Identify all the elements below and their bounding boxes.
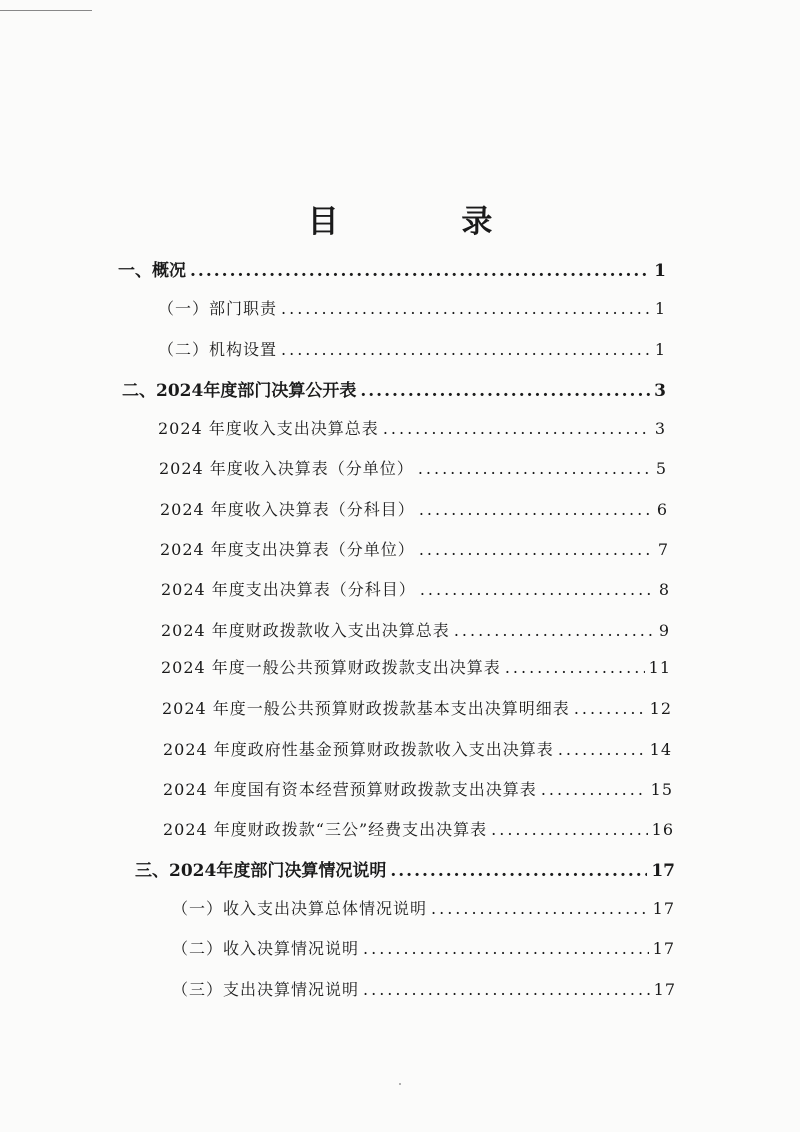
toc-page-number: 15 xyxy=(650,780,673,799)
toc-entry-overview[interactable] xyxy=(118,256,666,281)
toc-page-number: 17 xyxy=(652,939,675,958)
toc-leader-dots xyxy=(281,340,651,359)
toc-entry-label: 2024 年度支出决算表（分单位） xyxy=(160,540,415,559)
toc-entry-table[interactable] xyxy=(160,497,668,520)
toc-leader-dots xyxy=(505,658,645,677)
toc-page-number: 17 xyxy=(652,899,675,918)
toc-entry-table[interactable] xyxy=(161,577,670,600)
toc-leader-dots xyxy=(190,261,650,281)
toc-entry-overall[interactable] xyxy=(172,896,675,919)
toc-page-number: 5 xyxy=(655,459,667,478)
scan-speck xyxy=(399,1083,401,1085)
toc-entry-public-tables[interactable] xyxy=(122,376,666,401)
toc-entry-label: 2024 年度收入决算表（分单位） xyxy=(159,459,414,478)
toc-leader-dots xyxy=(491,820,647,839)
toc-leader-dots xyxy=(454,621,655,640)
toc-page-number: 7 xyxy=(657,540,669,559)
toc-entry-label: 2024 年度一般公共预算财政拨款基本支出决算明细表 xyxy=(162,699,570,718)
toc-entry-table[interactable] xyxy=(161,655,671,678)
toc-page-number: 3 xyxy=(654,419,666,438)
toc-entry-label: （一）部门职责 xyxy=(158,299,278,318)
toc-entry-table[interactable] xyxy=(162,696,672,719)
toc-leader-dots xyxy=(420,580,655,599)
toc-entry-table[interactable] xyxy=(163,817,674,840)
toc-leader-dots xyxy=(363,939,649,958)
toc-leader-dots xyxy=(418,459,652,478)
toc-leader-dots xyxy=(383,419,651,438)
toc-entry-label: 2024 年度一般公共预算财政拨款支出决算表 xyxy=(161,658,501,677)
toc-leader-dots xyxy=(281,299,651,318)
toc-leader-dots xyxy=(419,500,653,519)
toc-page-number: 3 xyxy=(654,381,666,401)
toc-entry-label: 一、概况 xyxy=(118,261,186,281)
toc-entry-table[interactable] xyxy=(161,618,670,641)
toc-page-number: 12 xyxy=(649,699,672,718)
toc-entry-table[interactable] xyxy=(158,416,666,439)
toc-leader-dots xyxy=(419,540,654,559)
scan-edge-line xyxy=(0,10,92,11)
toc-entry-label: 三、2024年度部门决算情况说明 xyxy=(135,861,387,881)
toc-entry-label: 2024 年度收入支出决算总表 xyxy=(158,419,379,438)
toc-leader-dots xyxy=(574,699,646,718)
toc-entry-label: （二）机构设置 xyxy=(158,340,278,359)
toc-entry-label: 2024 年度财政拨款“三公”经费支出决算表 xyxy=(163,820,488,839)
toc-page-number: 1 xyxy=(654,340,666,359)
toc-page-number: 17 xyxy=(653,980,676,999)
toc-entry-label: 2024 年度支出决算表（分科目） xyxy=(161,580,416,599)
toc-page-number: 11 xyxy=(648,658,671,677)
toc-entry-explanation[interactable] xyxy=(135,856,675,881)
toc-leader-dots xyxy=(363,980,650,999)
toc-entry-duties[interactable] xyxy=(158,296,666,319)
toc-entry-label: 2024 年度政府性基金预算财政拨款收入支出决算表 xyxy=(163,740,554,759)
toc-leader-dots xyxy=(431,899,649,918)
toc-entry-income[interactable] xyxy=(172,936,675,959)
toc-leader-dots xyxy=(360,381,650,401)
toc-page-number: 9 xyxy=(658,621,670,640)
toc-entry-organization[interactable] xyxy=(158,337,666,360)
toc-leader-dots xyxy=(541,780,647,799)
toc-entry-label: （三）支出决算情况说明 xyxy=(172,980,360,999)
toc-page-number: 6 xyxy=(656,500,668,519)
toc-page-number: 17 xyxy=(651,861,675,881)
toc-entry-table[interactable] xyxy=(160,537,669,560)
toc-page-number: 1 xyxy=(654,299,666,318)
toc-leader-dots xyxy=(390,861,647,881)
toc-page-number: 14 xyxy=(649,740,672,759)
toc-entry-label: 2024 年度国有资本经营预算财政拨款支出决算表 xyxy=(163,780,537,799)
toc-entry-table[interactable] xyxy=(163,737,672,760)
toc-entry-label: 2024 年度收入决算表（分科目） xyxy=(160,500,415,519)
toc-entry-label: （二）收入决算情况说明 xyxy=(172,939,360,958)
toc-entry-label: 二、2024年度部门决算公开表 xyxy=(122,381,357,401)
toc-entry-table[interactable] xyxy=(159,456,667,479)
toc-entry-label: （一）收入支出决算总体情况说明 xyxy=(172,899,428,918)
toc-page-number: 8 xyxy=(658,580,670,599)
toc-entry-table[interactable] xyxy=(163,777,673,800)
toc-entry-label: 2024 年度财政拨款收入支出决算总表 xyxy=(161,621,450,640)
page-title: 目 录 xyxy=(307,204,549,240)
toc-leader-dots xyxy=(558,740,646,759)
toc-page-number: 16 xyxy=(651,820,674,839)
toc-entry-expenditure[interactable] xyxy=(172,977,676,1000)
toc-page-number: 1 xyxy=(654,261,666,281)
